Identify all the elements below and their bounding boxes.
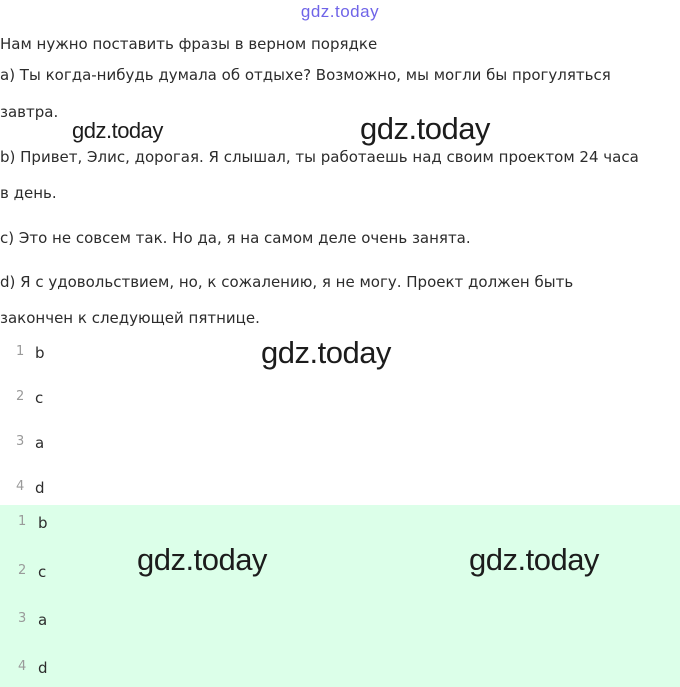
item-number: 2 — [18, 563, 27, 578]
phrase-a-line-2: завтра. — [0, 103, 59, 121]
watermark: gdz.today — [261, 335, 391, 370]
watermark: gdz.today — [137, 542, 267, 577]
item-number: 4 — [16, 479, 25, 494]
answer-block — [0, 505, 680, 687]
item-number: 2 — [16, 389, 25, 404]
phrase-c: c) Это не совсем так. Но да, я на самом деле очень занята. — [0, 229, 471, 247]
watermark: gdz.today — [72, 118, 163, 143]
item-number: 1 — [16, 344, 25, 359]
phrase-d-line-2: закончен к следующей пятнице. — [0, 309, 260, 327]
item-value: c — [35, 389, 44, 407]
phrase-a-line-1: a) Ты когда-нибудь думала об отдыхе? Возможно, мы могли бы прогуляться — [0, 66, 611, 84]
watermark: gdz.today — [469, 542, 599, 577]
item-value: c — [38, 563, 47, 581]
item-number: 4 — [18, 659, 27, 674]
item-value: a — [35, 434, 45, 452]
watermark: gdz.today — [360, 111, 490, 146]
phrase-b-line-2: в день. — [0, 184, 57, 202]
item-number: 3 — [18, 611, 27, 626]
item-value: d — [38, 659, 48, 677]
phrase-b-line-1: b) Привет, Элис, дорогая. Я слышал, ты работаешь над своим проектом 24 часа — [0, 148, 639, 166]
item-value: b — [35, 344, 45, 362]
top-watermark: gdz.today — [300, 2, 380, 21]
task-intro: Нам нужно поставить фразы в верном порядке — [0, 35, 378, 53]
item-value: d — [35, 479, 45, 497]
item-number: 1 — [18, 514, 27, 529]
item-value: b — [38, 514, 48, 532]
phrase-d-line-1: d) Я с удовольствием, но, к сожалению, я не могу. Проект должен быть — [0, 273, 574, 291]
item-value: a — [38, 611, 48, 629]
item-number: 3 — [16, 434, 25, 449]
